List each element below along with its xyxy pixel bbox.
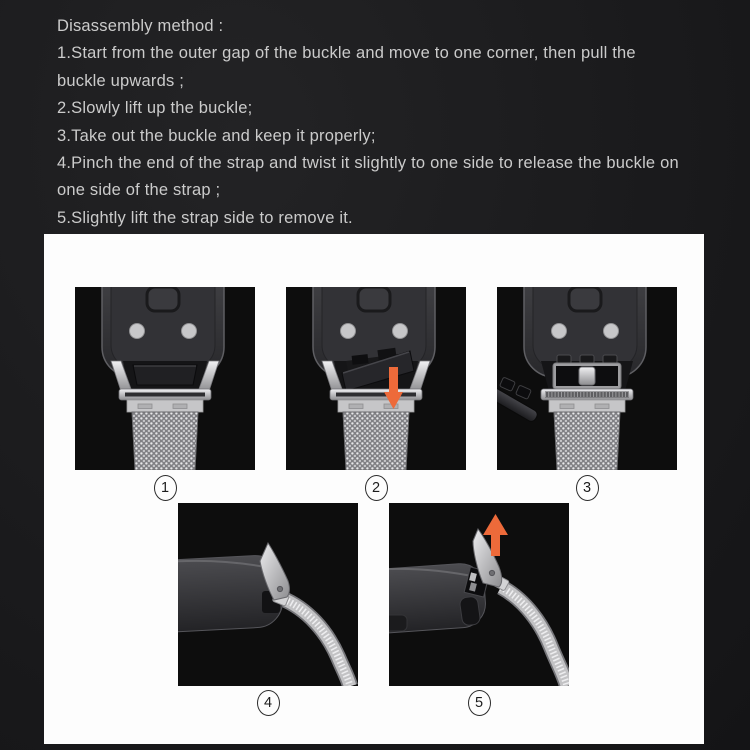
watch-front-buckle-lifted	[286, 287, 466, 470]
clasp-bar	[541, 389, 633, 412]
instruction-line-7: 5.Slightly lift the strap side to remove it.	[57, 208, 353, 227]
instructions-title: Disassembly method :	[57, 17, 224, 35]
sensor-dot-left	[130, 324, 145, 339]
steps-panel	[44, 234, 704, 744]
step-number-badge: 2	[365, 475, 388, 501]
mesh-strap	[343, 412, 409, 470]
step-2-photo	[286, 287, 466, 470]
watch-side-button	[147, 287, 179, 311]
watch-side-strap-removing	[389, 503, 569, 686]
instruction-line-3: 2.Slowly lift up the buckle;	[57, 99, 253, 118]
watch-front-buckle-removed	[497, 287, 677, 470]
clasp-bar	[119, 389, 211, 412]
watch-side-strap-lifted	[178, 503, 358, 686]
side-knob	[459, 596, 481, 626]
step-1-photo	[75, 287, 255, 470]
step-4-photo	[178, 503, 358, 686]
step-1-caption	[75, 475, 255, 501]
step-number-badge: 5	[468, 690, 491, 716]
step-number-badge: 1	[154, 475, 177, 501]
mesh-strap	[554, 412, 620, 470]
step-number-badge: 4	[257, 690, 280, 716]
step-2-caption	[286, 475, 466, 501]
instruction-line-1: 1.Start from the outer gap of the buckle and move to one corner, then pull the	[57, 44, 636, 63]
watch-side-button	[569, 287, 601, 311]
watch-side-button	[358, 287, 390, 311]
step-5-caption	[389, 690, 569, 716]
lug-area	[111, 361, 219, 391]
flap-pin-hole	[277, 586, 282, 591]
sensor-dot-right	[604, 324, 619, 339]
sensor-dot-left	[341, 324, 356, 339]
clasp-bar	[330, 389, 422, 412]
step-number-badge: 3	[576, 475, 599, 501]
step-3-photo	[497, 287, 677, 470]
step-4-caption	[178, 690, 358, 716]
flap-pin-hole	[489, 570, 494, 575]
instruction-line-2: buckle upwards ;	[57, 71, 185, 90]
instructions-block	[57, 13, 679, 232]
step-5-photo	[389, 503, 569, 686]
sensor-dot-right	[182, 324, 197, 339]
sensor-dot-right	[393, 324, 408, 339]
instruction-line-5: 4.Pinch the end of the strap and twist it slightly to one side to release the buckle on	[57, 154, 679, 173]
lug-stub	[389, 615, 407, 631]
sensor-dot-left	[552, 324, 567, 339]
instruction-line-6: one side of the strap ;	[57, 181, 221, 200]
buckle-plate	[133, 365, 197, 385]
instruction-line-4: 3.Take out the buckle and keep it properly;	[57, 126, 376, 145]
watch-front-buckle-closed	[75, 287, 255, 470]
mesh-strap	[132, 412, 198, 470]
step-3-caption	[497, 475, 677, 501]
